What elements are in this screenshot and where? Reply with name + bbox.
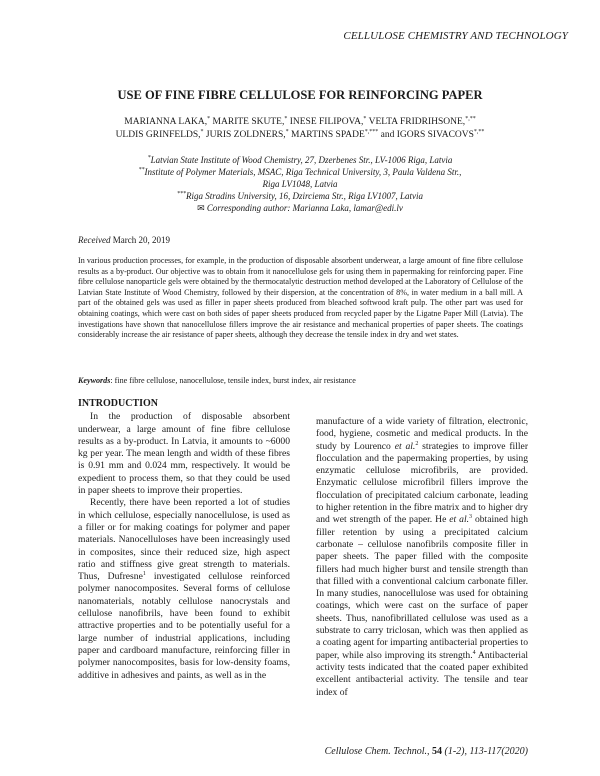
author: MARTINS SPADE <box>291 130 365 140</box>
affiliations <box>80 154 520 214</box>
author: INESE FILIPOVA, <box>289 117 364 127</box>
received-value: March 20, 2019 <box>110 235 170 245</box>
received-date <box>78 235 170 245</box>
affiliation-mark: ** <box>138 167 145 173</box>
paragraph-text: obtained high filler retention by using a precipitated calcium carbonate – cellulose nanofibrils composite filler in paper sheets. The paper filled with the composite fillers had much higher burst and tensile strength than that filled with a conventional calcium carbonate filler. In many studies, nanocellulose was used for obtaining coatings, which were cast on the surface of paper sheets. Thus, nanofibrillated cellulose was used as a substrate to carry triclosan, which was then applied as a coating agent for imparting antibacterial properties to paper, while also improving its strength. <box>316 514 528 661</box>
affiliation-text: Riga Stradins University, 16, Dzirciema Str., Riga LV1007, Latvia <box>185 191 424 201</box>
author-list <box>60 116 540 142</box>
paragraph-text: Antibacterial activity tests indicated that the coated paper exhibited excellent antibacterial activity. The tensile and tear index of <box>316 649 528 698</box>
footer-volume: 54 <box>429 746 442 757</box>
footer-issue: (1-2), 113-117(2020) <box>442 746 528 757</box>
corresponding-text: Corresponding author: Marianna Laka, lamar@edi.lv <box>206 203 403 213</box>
paragraph <box>316 416 528 699</box>
affiliation-line <box>80 166 520 178</box>
author-mark: *,** <box>465 115 476 122</box>
author-mark: * <box>200 128 204 135</box>
author: and IGORS SIVACOVS <box>380 130 474 140</box>
envelope-icon: ✉ <box>197 203 205 213</box>
paragraph <box>78 497 290 681</box>
author: VELTA FRIDRIHSONE, <box>368 117 466 127</box>
paragraph-text: Recently, there have been reported a lot of studies in which cellulose, especially nanocellulose, is used as a filler or for making coatings for polymer and paper materials. Nanocelluloses have been increasingly used in composites, since their reduced size, high aspect ratio and stiffness give great strength to materials. Thus, Dufresne <box>78 497 290 583</box>
right-column <box>316 416 528 699</box>
paragraph-text: strategies to improve filler flocculation and the papermaking properties, by using enzymatic cellulose microfibrils, are provided. Enzymatic cellulose microfibril fillers improve the flocculation of precipitated calcium carbonate, leading to higher retention in the fibre matrix and to higher dry and wet strength of the paper. He <box>316 440 529 526</box>
affiliation-text: Institute of Polymer Materials, MSAC, Riga Technical University, 3, Paula Valdena Str., <box>144 167 462 177</box>
citation-ref: 4 <box>472 649 476 656</box>
corresponding-author <box>80 202 520 214</box>
author-mark: *,** <box>473 128 485 135</box>
author-mark: *,*** <box>364 128 379 135</box>
paper-title: USE OF FINE FIBRE CELLULOSE FOR REINFORCING PAPER <box>117 88 483 102</box>
paragraph: In the production of disposable absorbent underwear, a large amount of fine fibre cellulose results as a by-product. In Latvia, it amounts to ~6000 kg per year. The mean length and width of these fibres is 0.91 mm and 0.024 mm, respectively. It would be expedient to process them, so that they could be used in paper sheets to improve their properties. <box>78 411 290 497</box>
keywords-label: Keywords <box>78 376 111 385</box>
paragraph-text: investigated cellulose reinforced polymer nanocomposites. Several forms of cellulose nanomaterials, notably cellulose nanocrystals and cellulose nanofibrils, have been found to exhibit attractive properties and to be potentially useful for a large number of industrial applications, including paper and cardboard manufacture, reinforcing filler in polymer nanocomposites, basis for low-density foams, additive in adhesives and paints, as well as in the <box>78 571 290 681</box>
author-mark: * <box>284 115 288 122</box>
author-mark: * <box>285 128 289 135</box>
author: ULDIS GRINFELDS, <box>115 130 201 140</box>
citation-ref: 3 <box>469 514 473 521</box>
affiliation-line <box>80 190 520 202</box>
keywords-text: : fine fibre cellulose, nanocellulose, tensile index, burst index, air resistance <box>110 376 356 385</box>
etal: et al. <box>449 514 470 526</box>
author-mark: * <box>363 115 367 122</box>
affiliation-text: Latvian State Institute of Wood Chemistry, 27, Dzerbenes Str., LV-1006 Riga, Latvia <box>150 155 453 165</box>
citation-ref: 2 <box>415 440 419 447</box>
author: MARITE SKUTE, <box>212 117 285 127</box>
section-heading: INTRODUCTION <box>78 398 159 409</box>
author-mark: * <box>207 115 211 122</box>
affiliation-mark: *** <box>176 191 186 197</box>
paragraph-text: manufacture of a wide variety of filtration, electronic, food, hygiene, cosmetic and medical products. In the study by Lourenco <box>316 416 528 452</box>
affiliation-line <box>80 178 520 190</box>
abstract: In various production processes, for example, in the production of disposable absorbent underwear, a large amount of fine fibre cellulose results as a by-product. Our objective was to obtain from it nanocellulose gels for using them in papermaking for reinforcing paper. Fine fibre cellulose nanoparticle gels were obtained by the thermocatalytic destruction method developed at the Laboratory of Cellulose of the Latvian State Institute of Wood Chemistry, followed by their dispersion, at the concentration of 8%, in water medium in a ball mill. A part of the obtained gels was used as filler in paper sheets produced from bleached softwood kraft pulp. The other part was used for obtaining coatings, which were cast on both sides of paper sheets produced from recycled paper by the Ligatne Paper Mill (Latvia). The investigations have shown that nanocellulose fillers improve the air resistance and mechanical properties of paper sheets. The coatings considerably increase the air resistance of paper sheets, although they decrease the tensile index in dry and wet states. <box>78 256 523 340</box>
left-column <box>78 398 290 682</box>
affiliation-text: Riga LV1048, Latvia <box>262 179 338 189</box>
keywords <box>78 376 523 385</box>
etal: et al. <box>394 440 416 452</box>
author: JURIS ZOLDNERS, <box>205 130 286 140</box>
author: MARIANNA LAKA, <box>124 117 208 127</box>
received-label: Received <box>78 235 111 245</box>
citation-ref: 1 <box>142 570 146 577</box>
journal-header: CELLULOSE CHEMISTRY AND TECHNOLOGY <box>343 30 568 42</box>
affiliation-mark: * <box>147 155 151 161</box>
footer-journal: Cellulose Chem. Technol., <box>324 746 430 757</box>
page-footer <box>325 746 528 757</box>
affiliation-line <box>80 154 520 166</box>
